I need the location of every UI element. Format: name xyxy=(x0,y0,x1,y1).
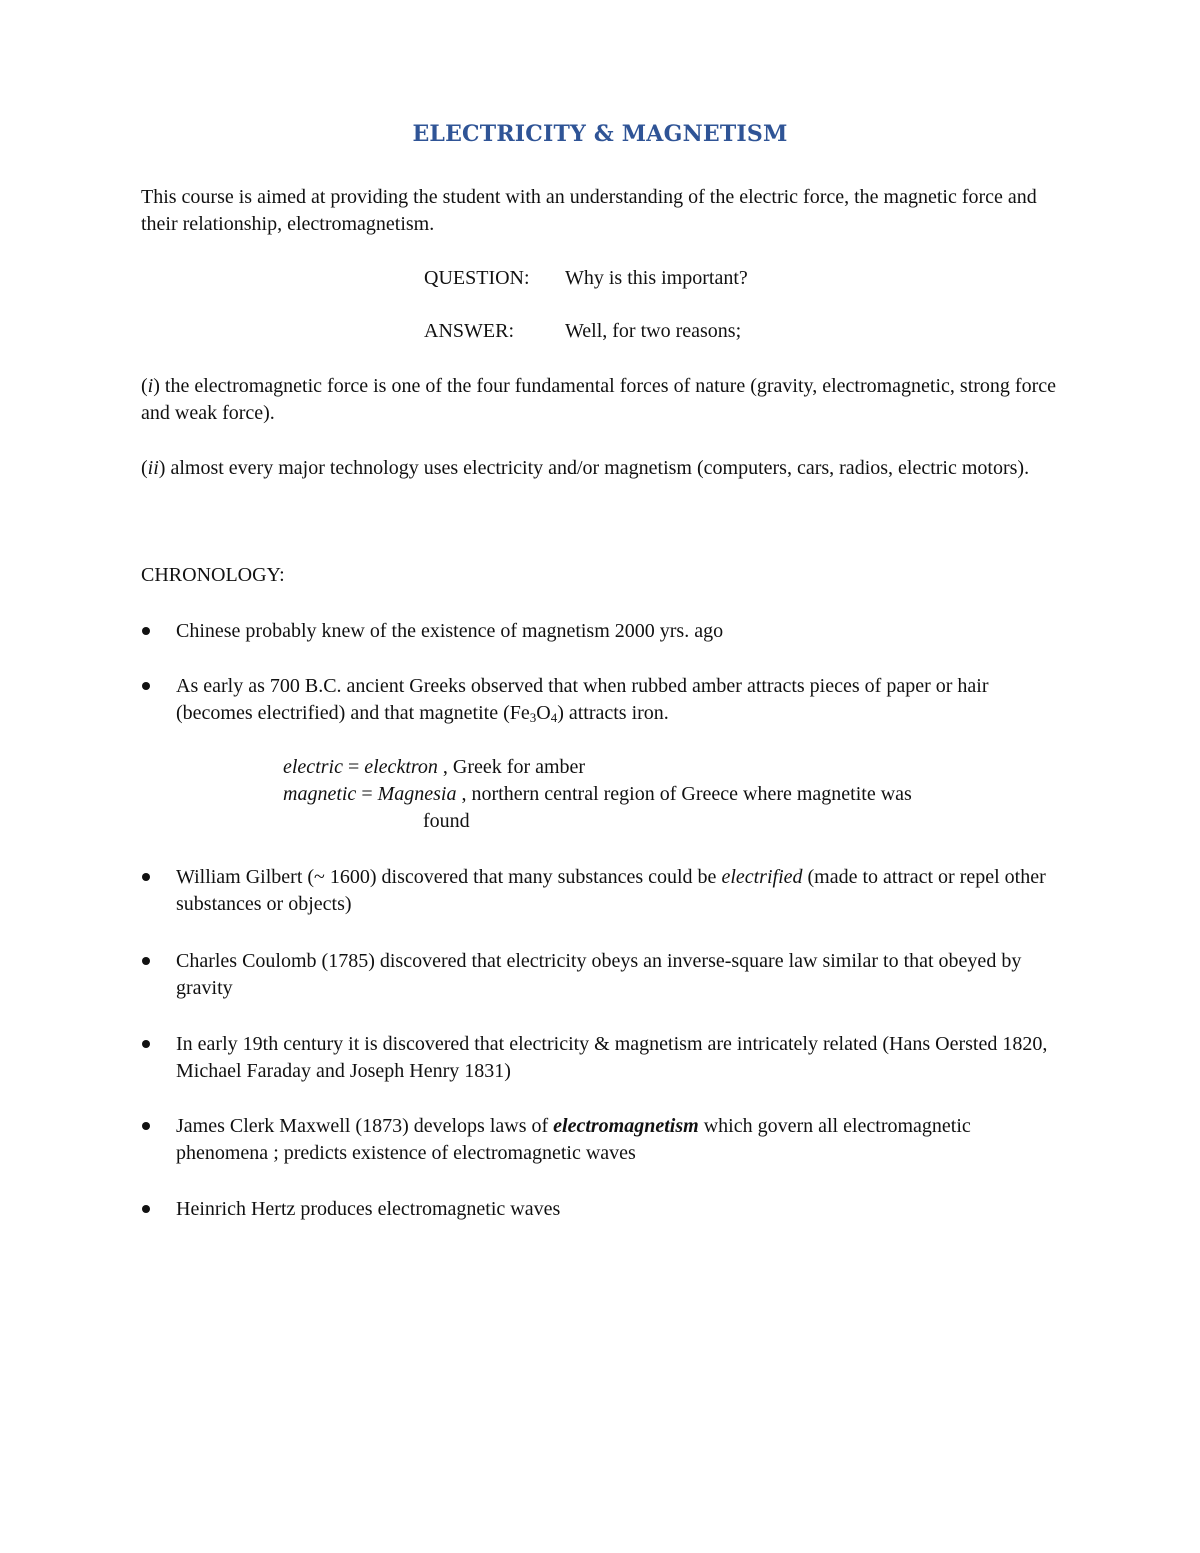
chronology-item-19th-century: In early 19th century it is discovered that electricity & magnetism are intricately related (Hans Oersted 1820, Michael Faraday and Joseph Henry 1831) xyxy=(176,1033,1048,1082)
reason-2-text: almost every major technology uses electricity and/or magnetism (computers, cars, radios, electric motors). xyxy=(165,457,1030,479)
reason-1-text: the electromagnetic force is one of the four fundamental forces of nature (gravity, electromagnetic, strong force and weak force). xyxy=(141,375,1056,424)
etymology-definitions xyxy=(283,754,1063,835)
meaning-electric: , Greek for amber xyxy=(437,756,586,778)
greeks-text-end: ) attracts iron. xyxy=(557,702,669,724)
bullet-icon xyxy=(142,873,150,881)
maxwell-text: James Clerk Maxwell (1873) develops laws of xyxy=(176,1115,554,1137)
greeks-text: As early as 700 B.C. ancient Greeks observed that when rubbed amber attracts pieces of paper or hair (becomes electrified) and that magnetite (Fe xyxy=(176,675,989,724)
chronology-item-coulomb: Charles Coulomb (1785) discovered that electricity obeys an inverse-square law similar to that obeyed by gravity xyxy=(176,950,1022,999)
gilbert-emphasis: electrified xyxy=(721,866,803,888)
reason-2-marker: ii xyxy=(147,457,159,479)
subscript-3: 3 xyxy=(529,710,537,725)
answer-label: ANSWER: xyxy=(424,320,514,342)
oxygen-symbol: O xyxy=(536,702,551,724)
bullet-icon xyxy=(142,627,150,635)
definition-magnetic xyxy=(283,781,1063,808)
meaning-magnetic: , northern central region of Greece where magnetite was xyxy=(456,783,912,805)
answer-line xyxy=(424,318,741,345)
origin-elecktron: elecktron xyxy=(364,756,438,778)
term-electric: electric xyxy=(283,756,343,778)
origin-magnesia: Magnesia xyxy=(377,783,457,805)
subscript-4: 4 xyxy=(550,710,558,725)
maxwell-emphasis: electromagnetism xyxy=(553,1115,699,1137)
bullet-icon xyxy=(142,1122,150,1130)
definition-magnetic-continued: found xyxy=(423,810,470,832)
answer-text: Well, for two reasons; xyxy=(565,320,742,342)
gilbert-text-end: (made to attract or repel other substances or objects) xyxy=(176,866,1046,915)
chronology-item-hertz: Heinrich Hertz produces electromagnetic waves xyxy=(176,1198,561,1220)
chronology-item-greeks xyxy=(176,673,1056,727)
definition-electric xyxy=(283,754,1063,781)
question-text: Why is this important? xyxy=(565,267,748,289)
gilbert-text: William Gilbert (~ 1600) discovered that many substances could be xyxy=(176,866,722,888)
bullet-icon xyxy=(142,957,150,965)
chronology-item-gilbert xyxy=(176,864,1056,918)
question-line xyxy=(424,265,748,292)
bullet-icon xyxy=(142,682,150,690)
chronology-item-maxwell xyxy=(176,1113,1056,1167)
chronology-heading: CHRONOLOGY: xyxy=(141,564,285,586)
equals-sign: = xyxy=(342,756,365,778)
question-label: QUESTION: xyxy=(424,267,530,289)
bullet-icon xyxy=(142,1205,150,1213)
page-title: ELECTRICITY & MAGNETISM xyxy=(412,121,788,147)
reason-1-marker: i xyxy=(147,375,154,397)
intro-paragraph: This course is aimed at providing the student with an understanding of the electric force, the magnetic force and their relationship, electromagnetism. xyxy=(141,186,1037,235)
term-magnetic: magnetic xyxy=(283,783,357,805)
chronology-item-chinese: Chinese probably knew of the existence of magnetism 2000 yrs. ago xyxy=(176,620,724,642)
equals-sign: = xyxy=(356,783,378,805)
reason-1: (i) the electromagnetic force is one of the four fundamental forces of nature (gravity, electromagnetic, strong force and weak force). xyxy=(141,375,1056,424)
bullet-icon xyxy=(142,1040,150,1048)
maxwell-text-end: which govern all electromagnetic phenomena ; predicts existence of electromagnetic waves xyxy=(176,1115,971,1164)
reason-2: (ii) almost every major technology uses electricity and/or magnetism (computers, cars, radios, electric motors). xyxy=(141,457,1030,479)
